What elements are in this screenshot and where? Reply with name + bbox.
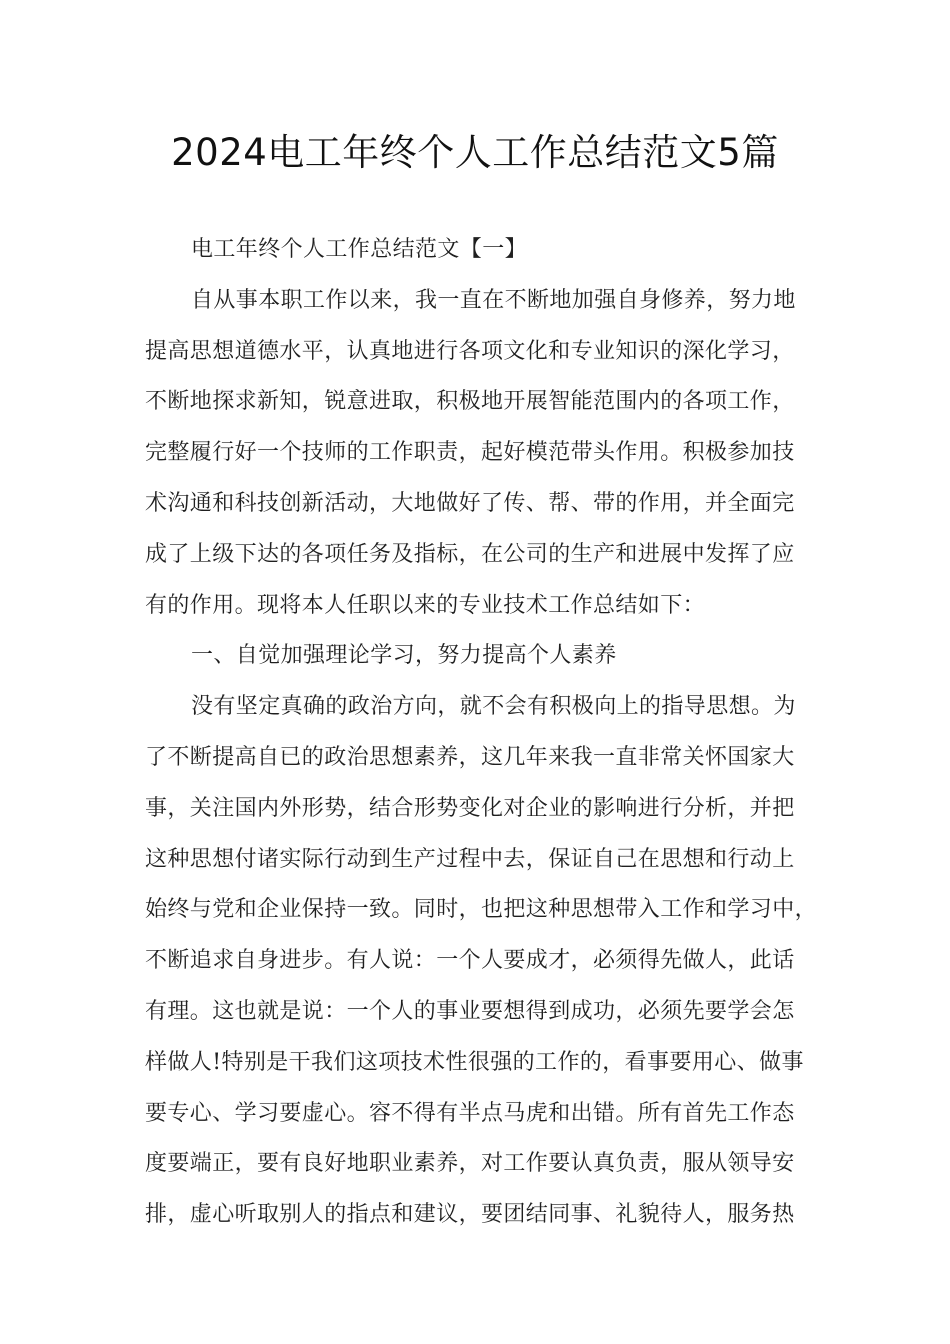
body-line: 这种思想付诸实际行动到生产过程中去，保证自己在思想和行动上: [145, 846, 795, 872]
body-line: 事，关注国内外形势，结合形势变化对企业的影响进行分析，并把: [145, 795, 795, 821]
body-line: 完整履行好一个技师的工作职责，起好模范带头作用。积极参加技: [145, 440, 795, 466]
body-line: 电工年终个人工作总结范文【一】: [191, 237, 528, 262]
body-line: 成了上级下达的各项任务及指标，在公司的生产和进展中发挥了应: [145, 541, 795, 567]
body-line: 自从事本职工作以来，我一直在不断地加强自身修养，努力地: [191, 287, 796, 313]
body-line: 有的作用。现将本人任职以来的专业技术工作总结如下：: [145, 592, 706, 618]
body-line: 始终与党和企业保持一致。同时，也把这种思想带入工作和学习中，: [145, 897, 818, 923]
body-line: 没有坚定真确的政治方向，就不会有积极向上的指导思想。为: [191, 694, 796, 720]
body-line: 有理。这也就是说：一个人的事业要想得到成功，必须先要学会怎: [145, 998, 795, 1024]
body-line: 不断追求自身进步。有人说：一个人要成才，必须得先做人，此话: [145, 948, 795, 974]
document-body: [145, 232, 825, 1248]
body-line: 术沟通和科技创新活动，大地做好了传、帮、带的作用，并全面完: [145, 490, 795, 516]
body-line: 度要端正，要有良好地职业素养，对工作要认真负责，服从领导安: [145, 1151, 795, 1177]
body-line: 一、自觉加强理论学习，努力提高个人素养: [191, 643, 617, 669]
body-line: 排，虚心听取别人的指点和建议，要团结同事、礼貌待人，服务热: [145, 1202, 795, 1228]
body-line: 要专心、学习要虚心。容不得有半点马虎和出错。所有首先工作态: [145, 1100, 795, 1126]
body-line: 不断地探求新知，锐意进取，积极地开展智能范围内的各项工作，: [145, 389, 795, 415]
document-title: 2024电工年终个人工作总结范文5篇: [171, 131, 779, 174]
body-line: 样做人!特别是干我们这项技术性很强的工作的，看事要用心、做事: [145, 1049, 804, 1075]
body-line: 提高思想道德水平，认真地进行各项文化和专业知识的深化学习，: [145, 338, 795, 364]
body-line: 了不断提高自已的政治思想素养，这几年来我一直非常关怀国家大: [145, 744, 795, 770]
